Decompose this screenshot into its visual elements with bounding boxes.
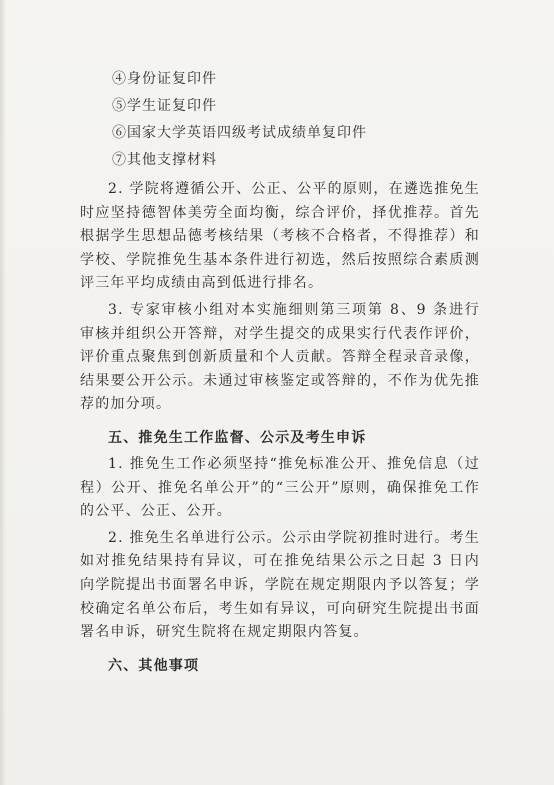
- list-item-cet4-transcript-copy: ⑥国家大学英语四级考试成绩单复印件: [112, 125, 367, 141]
- list-item-other-materials: ⑦其他支撑材料: [112, 152, 217, 168]
- section-heading-other-matters: 六、其他事项: [108, 657, 200, 674]
- list-item-student-card-copy: ⑤学生证复印件: [112, 98, 217, 114]
- page-binding-shadow: [0, 0, 6, 785]
- paragraph-three-publics: 1. 推免生工作必须坚持“推免标准公开、推免信息（过程）公开、推免名单公开”的“三公开”原则，确保推免工作的公平、公正、公开。: [80, 455, 480, 520]
- paragraph-expert-review: 3. 专家审核小组对本实施细则第三项第 8、9 条进行审核并组织公开答辩，对学生提交的成果实行代表作评价，评价重点聚焦到创新质量和个人贡献。答辩全程录音录像，结果要公开公示。未通过审核鉴定或答辩的，不作为优先推荐的加分项。: [80, 301, 480, 413]
- paragraph-selection-principles: 2. 学院将遵循公开、公正、公平的原则，在遴选推免生时应坚持德智体美劳全面均衡，综合评价，择优推荐。首先根据学生思想品德考核结果（考核不合格者，不得推荐）和学校、学院推免生基本条件进行初选，然后按照综合素质测评三年平均成绩由高到低进行排名。: [80, 181, 480, 292]
- document-body: [80, 66, 480, 681]
- list-item-id-card-copy: ④身份证复印件: [112, 71, 217, 87]
- section-heading-supervision: 五、推免生工作监督、公示及考生申诉: [108, 429, 367, 446]
- paragraph-publicity-appeal: 2. 推免生名单进行公示。公示由学院初推时进行。考生如对推免结果持有异议，可在推免结果公示之日起 3 日内向学院提出书面署名申诉，学院在规定期限内予以答复；学校确定名单公布后，考生如有异议，可向研究生院提出书面署名申诉，研究生院将在规定期限内答复。: [80, 529, 480, 641]
